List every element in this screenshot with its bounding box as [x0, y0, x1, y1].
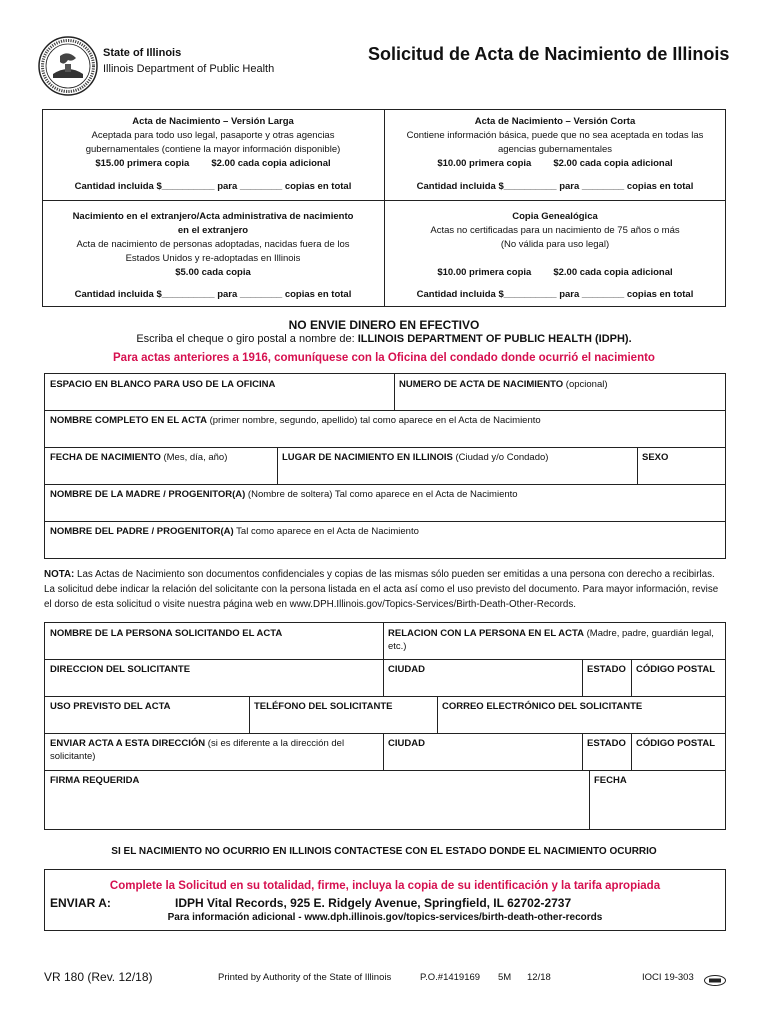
other-state-notice: SI EL NACIMIENTO NO OCURRIO EN ILLINOIS CONTACTESE CON EL ESTADO DONDE EL NACIMIENTO OCURRIO: [111, 846, 657, 857]
full-name-hint: (primer nombre, segundo, apellido) tal como aparece en el Acta de Nacimiento: [206, 415, 541, 426]
mail-to-city-field[interactable]: [383, 733, 583, 771]
option-foreign-qty-field[interactable]: Cantidad incluida $__________ para ________ copias en total: [74, 289, 352, 300]
full-name-label: NOMBRE COMPLETO EN EL ACTA: [50, 415, 207, 426]
union-bug-icon: [704, 973, 726, 984]
office-use-field: [44, 373, 395, 411]
option-long-desc1: Aceptada para todo uso legal, pasaporte y otras agencias: [91, 130, 335, 141]
option-genealogy-title: Copia Genealógica: [512, 211, 598, 222]
more-info-link[interactable]: Para información adicional - www.dph.illinois.gov/topics-services/birth-death-other-records: [167, 912, 603, 923]
birth-place-label: LUGAR DE NACIMIENTO EN ILLINOIS: [282, 452, 453, 463]
mail-to-state-label: ESTADO: [587, 738, 626, 749]
intended-use-field[interactable]: [44, 696, 250, 734]
confidentiality-note: [44, 567, 728, 612]
mail-to-hint: (si es diferente a la dirección del solicitante): [50, 738, 345, 762]
check-prefix: Escriba el cheque o giro postal a nombre de:: [136, 333, 358, 345]
father-name-label: NOMBRE DEL PADRE / PROGENITOR(A): [50, 526, 234, 537]
purchase-order: P.O.#1419169: [420, 972, 481, 983]
sex-label: SEXO: [642, 452, 669, 463]
mother-name-hint: (Nombre de soltera) Tal como aparece en el Acta de Nacimiento: [245, 489, 518, 500]
signature-date-field[interactable]: [589, 770, 726, 830]
mother-name-field[interactable]: [44, 484, 726, 522]
birth-date-label: FECHA DE NACIMIENTO: [50, 452, 161, 463]
option-foreign-title2: en el extranjero: [177, 225, 249, 236]
birth-date-field[interactable]: [44, 447, 278, 485]
applicant-email-field[interactable]: [437, 696, 726, 734]
mail-to-label: ENVIAR ACTA A ESTA DIRECCIÓN: [50, 738, 206, 749]
applicant-phone-field[interactable]: [249, 696, 438, 734]
certificate-number-hint: (opcional): [563, 379, 608, 390]
option-genealogy-first: $10.00 primera copia: [437, 267, 532, 278]
form-number: VR 180 (Rev. 12/18): [44, 970, 153, 984]
relationship-field[interactable]: [383, 622, 726, 660]
office-use-label: ESPACIO EN BLANCO PARA USO DE LA OFICINA: [50, 379, 276, 390]
certificate-number-label: NUMERO DE ACTA DE NACIMIENTO: [399, 379, 564, 390]
send-to-label: ENVIAR A:: [50, 896, 111, 910]
option-genealogy-additional: $2.00 cada copia adicional: [553, 267, 673, 278]
option-long-qty-field[interactable]: Cantidad incluida $__________ para ________ copias en total: [74, 181, 352, 192]
agency-name: State of Illinois: [103, 47, 182, 59]
sex-field[interactable]: [637, 447, 726, 485]
option-long-first: $15.00 primera copia: [95, 158, 190, 169]
option-foreign-price: $5.00 cada copia: [175, 267, 251, 278]
option-foreign-desc2: Estados Unidos y re-adoptadas en Illinois: [125, 253, 301, 264]
check-payee: ILLINOIS DEPARTMENT OF PUBLIC HEALTH (IDPH).: [357, 333, 632, 345]
option-short-version: [384, 115, 726, 171]
option-short-desc2: agencias gubernamentales: [497, 144, 613, 155]
full-name-field[interactable]: [44, 410, 726, 448]
option-short-qty-field[interactable]: Cantidad incluida $__________ para ________ copias en total: [416, 181, 694, 192]
birth-date-hint: (Mes, día, año): [160, 452, 228, 463]
mailing-address: IDPH Vital Records, 925 E. Ridgely Avenue, Springfield, IL 62702-2737: [175, 896, 572, 910]
applicant-zip-label: CÓDIGO POSTAL: [636, 664, 715, 675]
note-label: NOTA:: [44, 569, 75, 580]
applicant-phone-label: TELÉFONO DEL SOLICITANTE: [254, 701, 393, 712]
mail-to-zip-field[interactable]: [631, 733, 726, 771]
birth-place-field[interactable]: [277, 447, 638, 485]
pre-1916-notice: Para actas anteriores a 1916, comuníquese con la Oficina del condado donde ocurrió el nacimiento: [113, 352, 655, 364]
signature-label: FIRMA REQUERIDA: [50, 775, 140, 786]
mother-name-label: NOMBRE DE LA MADRE / PROGENITOR(A): [50, 489, 246, 500]
option-genealogy-desc2: (No válida para uso legal): [500, 239, 610, 250]
applicant-address-label: DIRECCION DEL SOLICITANTE: [50, 664, 191, 675]
applicant-email-label: CORREO ELECTRÓNICO DEL SOLICITANTE: [442, 701, 643, 712]
mail-to-zip-label: CÓDIGO POSTAL: [636, 738, 715, 749]
applicant-city-label: CIUDAD: [388, 664, 425, 675]
note-text: Las Actas de Nacimiento son documentos confidenciales y copias de las mismas sólo pueden ser emitidas a una persona con derecho a recibirlas. La solicitud debe indicar la relación del solicitante con la persona listada en el acta así como el uso previsto del documento. Para mayor información, revise el dorso de esta solicitud o visite nuestra página web en www.DPH.Illinois.gov/Topics-Services/Birth-Death-Other-Records.: [44, 569, 719, 610]
applicant-city-field[interactable]: [383, 659, 583, 697]
department-name: Illinois Department of Public Health: [103, 63, 275, 75]
relationship-label: RELACION CON LA PERSONA EN EL ACTA: [388, 628, 584, 639]
seal-icon: [38, 36, 98, 96]
option-genealogy: [384, 210, 726, 252]
print-quantity: 5M: [498, 972, 512, 983]
requester-name-field[interactable]: [44, 622, 384, 660]
mail-to-state-field[interactable]: [582, 733, 632, 771]
option-foreign-title1: Nacimiento en el extranjero/Acta administrativa de nacimiento: [72, 211, 354, 222]
requester-name-label: NOMBRE DE LA PERSONA SOLICITANDO EL ACTA: [50, 628, 283, 639]
signature-date-label: FECHA: [594, 775, 627, 786]
signature-field[interactable]: [44, 770, 590, 830]
print-date: 12/18: [527, 972, 551, 983]
mail-to-address-field[interactable]: [44, 733, 384, 771]
applicant-state-label: ESTADO: [587, 664, 626, 675]
father-name-field[interactable]: [44, 521, 726, 559]
option-short-title: Acta de Nacimiento – Versión Corta: [474, 116, 636, 127]
grid-divider-horizontal: [42, 200, 726, 201]
relationship-hint: (Madre, padre, guardián legal, etc.): [388, 628, 714, 652]
option-short-first: $10.00 primera copia: [437, 158, 532, 169]
complete-instructions: Complete la Solicitud en su totalidad, firme, incluya la copia de su identificación y la tarifa apropiada: [109, 880, 661, 892]
option-foreign-desc1: Acta de nacimiento de personas adoptadas, nacidas fuera de los: [76, 239, 350, 250]
option-long-title: Acta de Nacimiento – Versión Larga: [132, 116, 294, 127]
option-genealogy-prices: [384, 267, 726, 278]
option-long-additional: $2.00 cada copia adicional: [211, 158, 331, 169]
certificate-number-field[interactable]: [394, 373, 726, 411]
option-long-desc2: gubernamentales (contiene la mayor información disponible): [85, 144, 341, 155]
mail-to-city-label: CIUDAD: [388, 738, 425, 749]
form-title: Solicitud de Acta de Nacimiento de Illinois: [368, 44, 730, 64]
birth-place-hint: (Ciudad y/o Condado): [452, 452, 549, 463]
option-short-additional: $2.00 cada copia adicional: [553, 158, 673, 169]
check-payable-notice: [42, 333, 726, 345]
applicant-state-field[interactable]: [582, 659, 632, 697]
option-long-version: [42, 115, 384, 171]
option-foreign-birth: [42, 210, 384, 280]
applicant-address-field[interactable]: [44, 659, 384, 697]
option-short-desc1: Contiene información básica, puede que no sea aceptada en todas las: [406, 130, 704, 141]
option-genealogy-desc1: Actas no certificadas para un nacimiento de 75 años o más: [430, 225, 680, 236]
applicant-zip-field[interactable]: [631, 659, 726, 697]
father-name-hint: Tal como aparece en el Acta de Nacimiento: [233, 526, 419, 537]
printed-by: Printed by Authority of the State of Illinois: [218, 972, 392, 983]
option-genealogy-qty-field[interactable]: Cantidad incluida $__________ para ________ copias en total: [416, 289, 694, 300]
ioci-number: IOCI 19-303: [642, 972, 694, 983]
state-seal: [38, 36, 98, 96]
no-cash-notice: NO ENVIE DINERO EN EFECTIVO: [288, 318, 480, 332]
intended-use-label: USO PREVISTO DEL ACTA: [50, 701, 171, 712]
